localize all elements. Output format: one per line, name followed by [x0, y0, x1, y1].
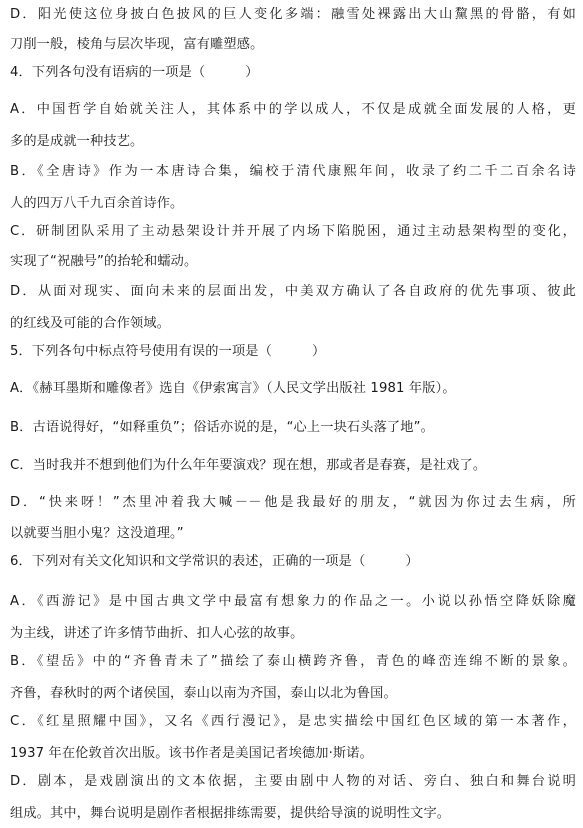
question-6-stem: 6．下列对有关文化知识和文学常识的表述，正确的一项是（ ）: [10, 554, 419, 569]
question-5-stem: 5．下列各句中标点符号使用有误的一项是（ ）: [10, 344, 326, 359]
q5-option-a: A．《赫耳墨斯和雕像者》选自《伊索寓言》（人民文学出版社 1981 年版）。: [10, 381, 456, 396]
q4-option-c-line-1: C．研制团队采用了主动悬架设计并开展了内场下陷脱困，通过主动悬架构型的变化，: [10, 224, 576, 239]
q4-option-d-line-1: D．从面对现实、面向未来的层面出发，中美双方确认了各自政府的优先事项、彼此: [10, 284, 576, 299]
q6-option-d-line-1: D．剧本，是戏剧演出的文本依据，主要由剧中人物的对话、旁白、独白和舞台说明: [10, 774, 576, 789]
question-4-stem: 4．下列各句没有语病的一项是（ ）: [10, 65, 259, 80]
q6-option-b-line-1: B．《望岳》中的“齐鲁青未了”描绘了泰山横跨齐鲁，青色的峰峦连绵不断的景象。: [10, 654, 576, 669]
q6-option-a-line-1: A．《西游记》是中国古典文学中最富有想象力的作品之一。小说以孙悟空降妖除魔: [10, 594, 576, 609]
q4-option-a-line-2: 多的是成就一种技艺。: [10, 134, 144, 149]
q6-option-a-line-2: 为主线，讲述了许多情节曲折、扣人心弦的故事。: [10, 626, 304, 641]
q5-option-d-line-2: 以就要当胆小鬼？这没道理。”: [10, 526, 184, 541]
option-d-line-2: 刀削一般，棱角与层次毕现，富有雕塑感。: [10, 37, 264, 52]
q4-option-c-line-2: 实现了“祝融号”的抬轮和蠕动。: [10, 254, 198, 269]
option-d-line-1: D．阳光使这位身披白色披风的巨人变化多端：融雪处裸露出大山黧黑的骨骼，有如: [10, 7, 576, 22]
q5-option-c: C．当时我并不想到他们为什么年年要演戏？现在想，那或者是春赛，是社戏了。: [10, 458, 487, 473]
q4-option-a-line-1: A．中国哲学自始就关注人，其体系中的学以成人，不仅是成就全面发展的人格，更: [10, 102, 576, 117]
q4-option-b-line-1: B．《全唐诗》作为一本唐诗合集，编校于清代康熙年间，收录了约二千二百余名诗: [10, 164, 576, 179]
q5-option-b: B．古语说得好，“如释重负”；俗话亦说的是，“心上一块石头落了地”。: [10, 420, 434, 435]
q4-option-d-line-2: 的红线及可能的合作领域。: [10, 316, 171, 331]
q6-option-c-line-1: C．《红星照耀中国》，又名《西行漫记》，是忠实描绘中国红色区域的第一本著作，: [10, 714, 576, 729]
q6-option-c-line-2: 1937 年在伦敦首次出版。该书作者是美国记者埃德加·斯诺。: [10, 746, 373, 761]
q6-option-d-line-2: 组成。其中，舞台说明是剧作者根据排练需要，提供给导演的说明性文字。: [10, 806, 451, 821]
q4-option-b-line-2: 人的四万八千九百余首诗作。: [10, 196, 184, 211]
q6-option-b-line-2: 齐鲁，春秋时的两个诸侯国，泰山以南为齐国，泰山以北为鲁国。: [10, 686, 397, 701]
q5-option-d-line-1: D．“快来呀！”杰里冲着我大喊－－他是我最好的朋友，“就因为你过去生病，所: [10, 495, 576, 510]
